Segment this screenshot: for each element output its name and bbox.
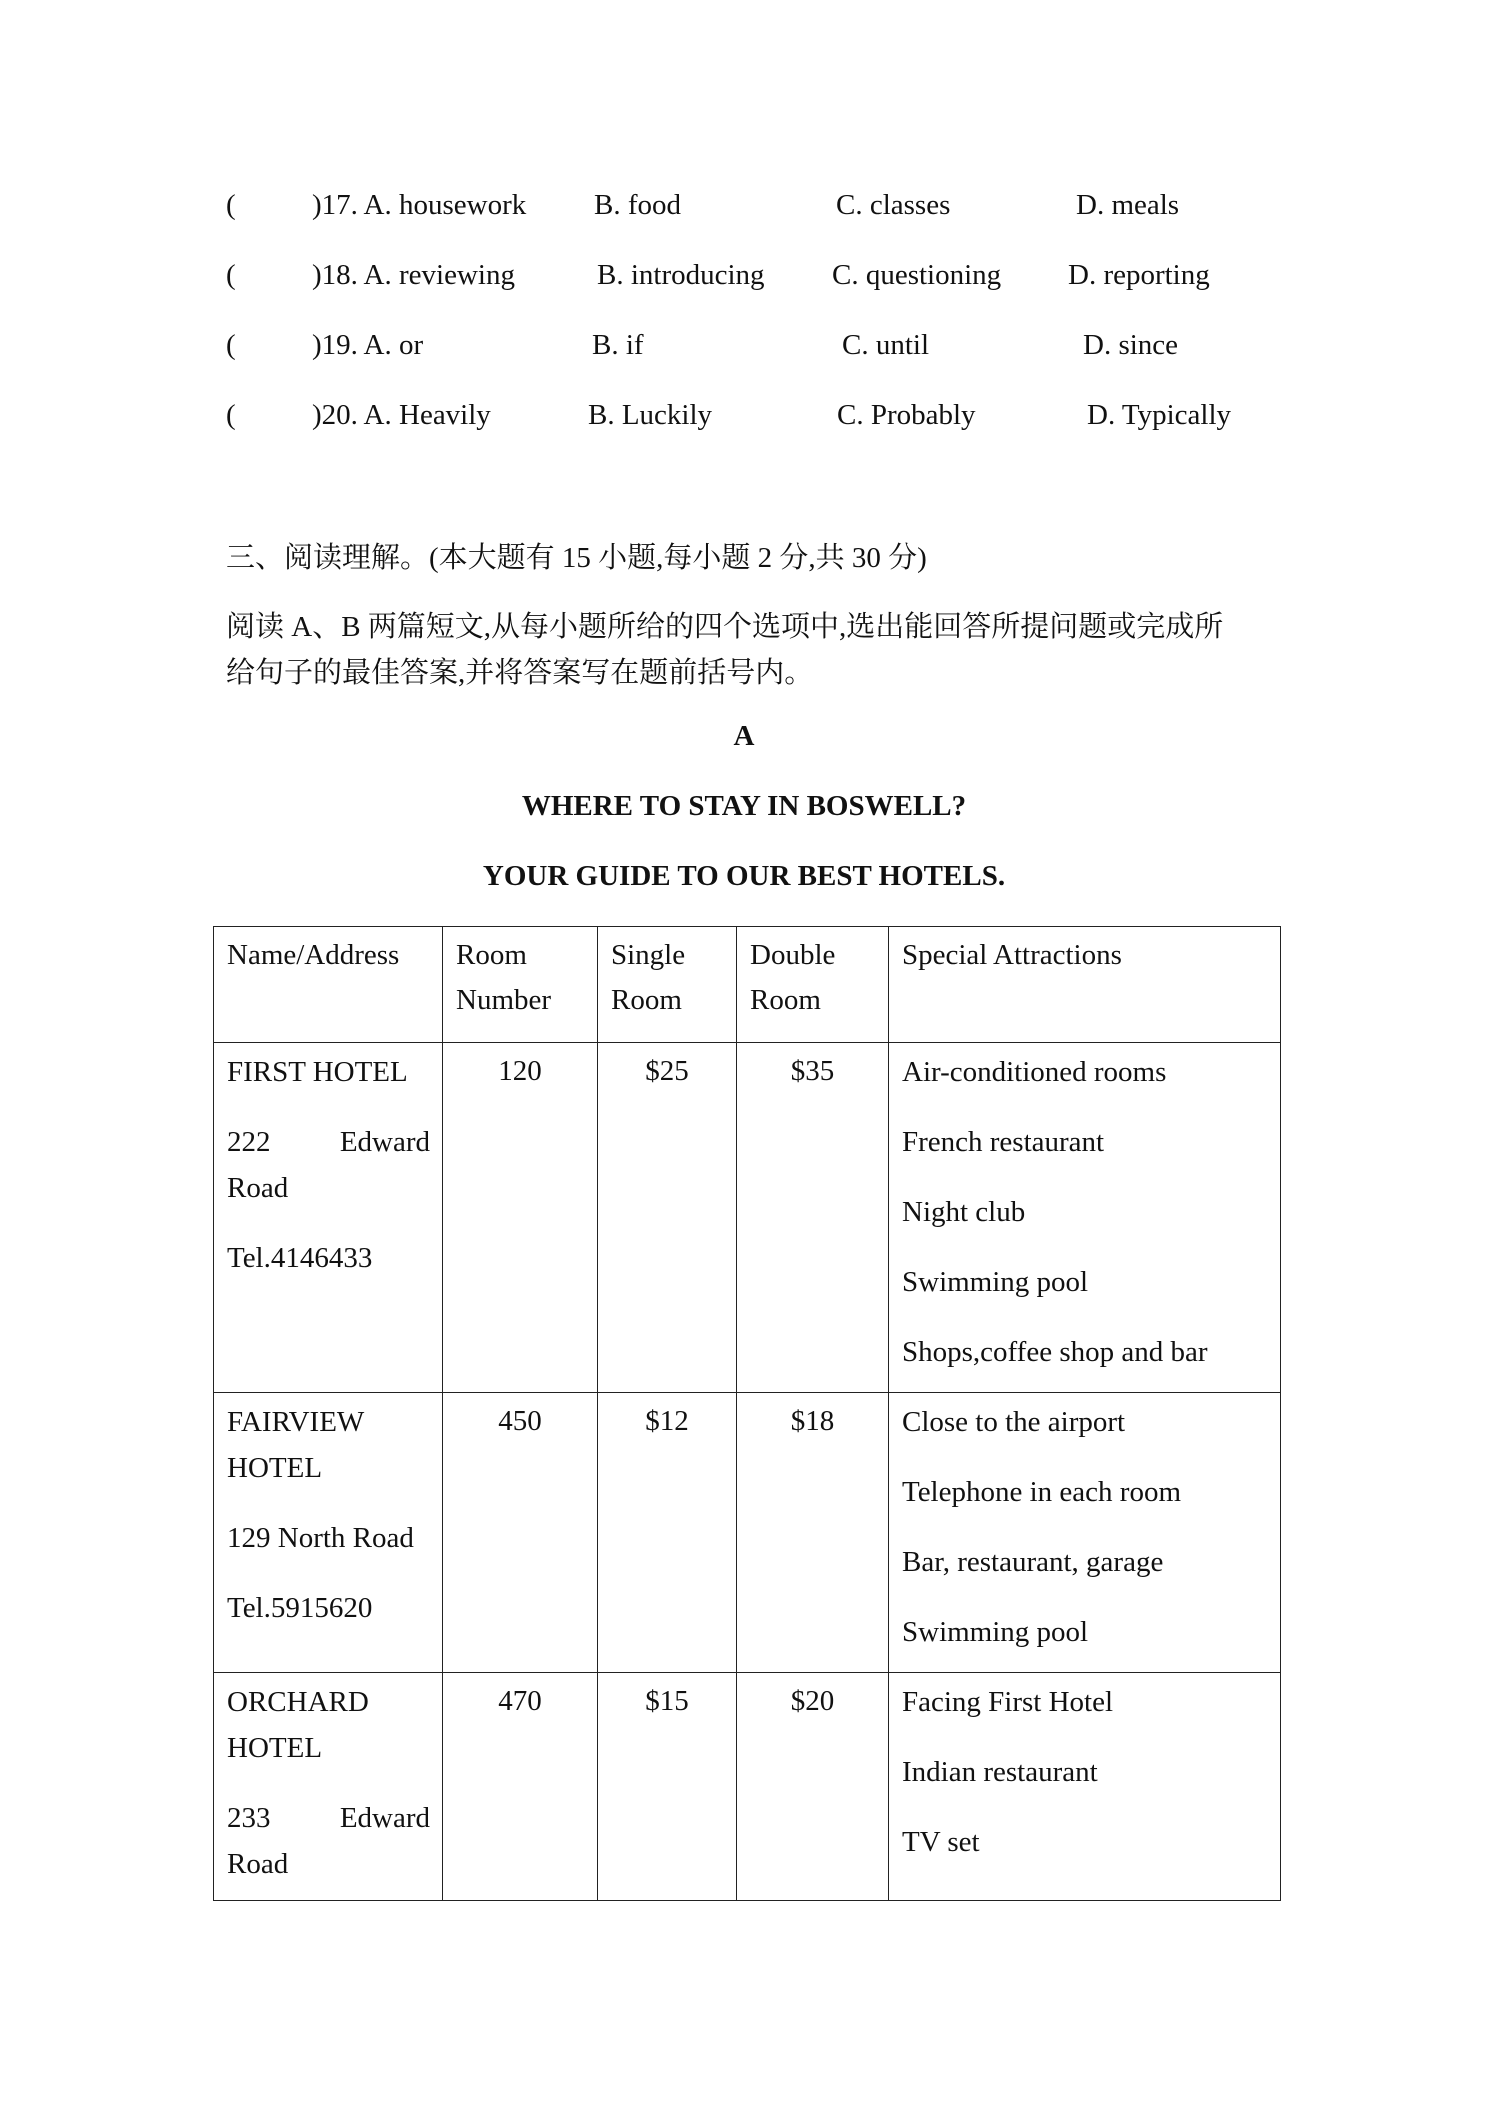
option-c: C. classes <box>836 189 951 221</box>
table-row <box>214 1043 1281 1393</box>
passage-subtitle: YOUR GUIDE TO OUR BEST HOTELS. <box>482 860 1006 892</box>
option-d: D. since <box>1083 329 1179 361</box>
option-a: )19. A. or <box>312 329 424 361</box>
attraction-item: Telephone in each room <box>902 1476 1181 1508</box>
address-part: 222 <box>227 1126 271 1158</box>
answer-paren: ( <box>226 329 236 361</box>
table-row <box>214 1393 1281 1673</box>
cell-name-address <box>214 1043 443 1393</box>
option-d: D. reporting <box>1068 259 1210 291</box>
header-name-address <box>214 927 443 1043</box>
attraction-item: Indian restaurant <box>902 1756 1098 1788</box>
question-19 <box>0 325 1488 365</box>
cell-room-number: 120 <box>443 1043 598 1393</box>
address-part: Edward <box>339 1126 430 1158</box>
cell-room-number: 470 <box>443 1673 598 1901</box>
answer-paren: ( <box>226 259 236 291</box>
hotel-name: HOTEL <box>227 1452 323 1484</box>
cell-attractions <box>889 1673 1281 1901</box>
attraction-item: Facing First Hotel <box>902 1686 1114 1718</box>
option-a: )18. A. reviewing <box>312 259 515 291</box>
option-d: D. meals <box>1076 189 1180 221</box>
section-heading: 三、阅读理解。(本大题有 15 小题,每小题 2 分,共 30 分) <box>226 542 927 574</box>
header-label: Double <box>750 939 836 971</box>
hotel-name: HOTEL <box>227 1732 323 1764</box>
header-label: Special Attractions <box>902 939 1122 971</box>
cell-single-price: $25 <box>598 1043 737 1393</box>
attraction-item: Bar, restaurant, garage <box>902 1546 1164 1578</box>
header-label: Single <box>611 939 686 971</box>
passage-title: WHERE TO STAY IN BOSWELL? <box>521 790 967 822</box>
header-label: Room <box>750 984 821 1016</box>
option-b: B. introducing <box>597 259 765 291</box>
hotel-table <box>213 926 1281 1901</box>
question-17 <box>0 185 1488 225</box>
cell-attractions <box>889 1043 1281 1393</box>
cell-double-price: $18 <box>737 1393 889 1673</box>
hotel-tel: Tel.5915620 <box>227 1592 373 1624</box>
header-special-attractions <box>889 927 1281 1043</box>
hotel-name: FAIRVIEW <box>227 1406 365 1438</box>
address-part: Road <box>227 1172 289 1204</box>
passage-label: A <box>733 720 755 752</box>
header-label: Number <box>456 984 552 1016</box>
option-c: C. questioning <box>832 259 1002 291</box>
attraction-item: TV set <box>902 1826 980 1858</box>
option-d: D. Typically <box>1087 399 1232 431</box>
header-room-number <box>443 927 598 1043</box>
cell-name-address <box>214 1393 443 1673</box>
address-part: Road <box>227 1848 289 1880</box>
option-b: B. if <box>592 329 644 361</box>
option-b: B. Luckily <box>588 399 713 431</box>
cell-attractions <box>889 1393 1281 1673</box>
hotel-address <box>227 1795 430 1841</box>
table-row <box>214 1673 1281 1901</box>
hotel-name: ORCHARD <box>227 1686 369 1718</box>
header-label: Room <box>611 984 682 1016</box>
cell-room-number: 450 <box>443 1393 598 1673</box>
answer-paren: ( <box>226 399 236 431</box>
address-part: 233 <box>227 1802 271 1834</box>
hotel-name: FIRST HOTEL <box>227 1056 408 1088</box>
section-instruction-line1: 阅读 A、B 两篇短文,从每小题所给的四个选项中,选出能回答所提问题或完成所 <box>226 611 1224 643</box>
hotel-tel: Tel.4146433 <box>227 1242 373 1274</box>
table-header-row <box>214 927 1281 1043</box>
option-a: )17. A. housework <box>312 189 527 221</box>
section-instruction-line2: 给句子的最佳答案,并将答案写在题前括号内。 <box>226 657 814 689</box>
cell-name-address <box>214 1673 443 1901</box>
header-double-room <box>737 927 889 1043</box>
question-18 <box>0 255 1488 295</box>
attraction-item: Air-conditioned rooms <box>902 1056 1167 1088</box>
option-c: C. Probably <box>837 399 976 431</box>
attraction-item: Close to the airport <box>902 1406 1126 1438</box>
attraction-item: French restaurant <box>902 1126 1105 1158</box>
header-label: Room <box>456 939 527 971</box>
cell-single-price: $15 <box>598 1673 737 1901</box>
option-b: B. food <box>594 189 681 221</box>
attraction-item: Swimming pool <box>902 1266 1089 1298</box>
header-label: Name/Address <box>227 939 400 971</box>
cell-single-price: $12 <box>598 1393 737 1673</box>
answer-paren: ( <box>226 189 236 221</box>
header-single-room <box>598 927 737 1043</box>
option-a: )20. A. Heavily <box>312 399 491 431</box>
question-20 <box>0 395 1488 435</box>
cell-double-price: $35 <box>737 1043 889 1393</box>
hotel-address <box>227 1119 430 1165</box>
attraction-item: Night club <box>902 1196 1026 1228</box>
address-part: Edward <box>339 1802 430 1834</box>
cell-double-price: $20 <box>737 1673 889 1901</box>
option-c: C. until <box>842 329 930 361</box>
attraction-item: Swimming pool <box>902 1616 1089 1648</box>
attraction-item: Shops,coffee shop and bar <box>902 1336 1208 1368</box>
hotel-address: 129 North Road <box>227 1522 414 1554</box>
